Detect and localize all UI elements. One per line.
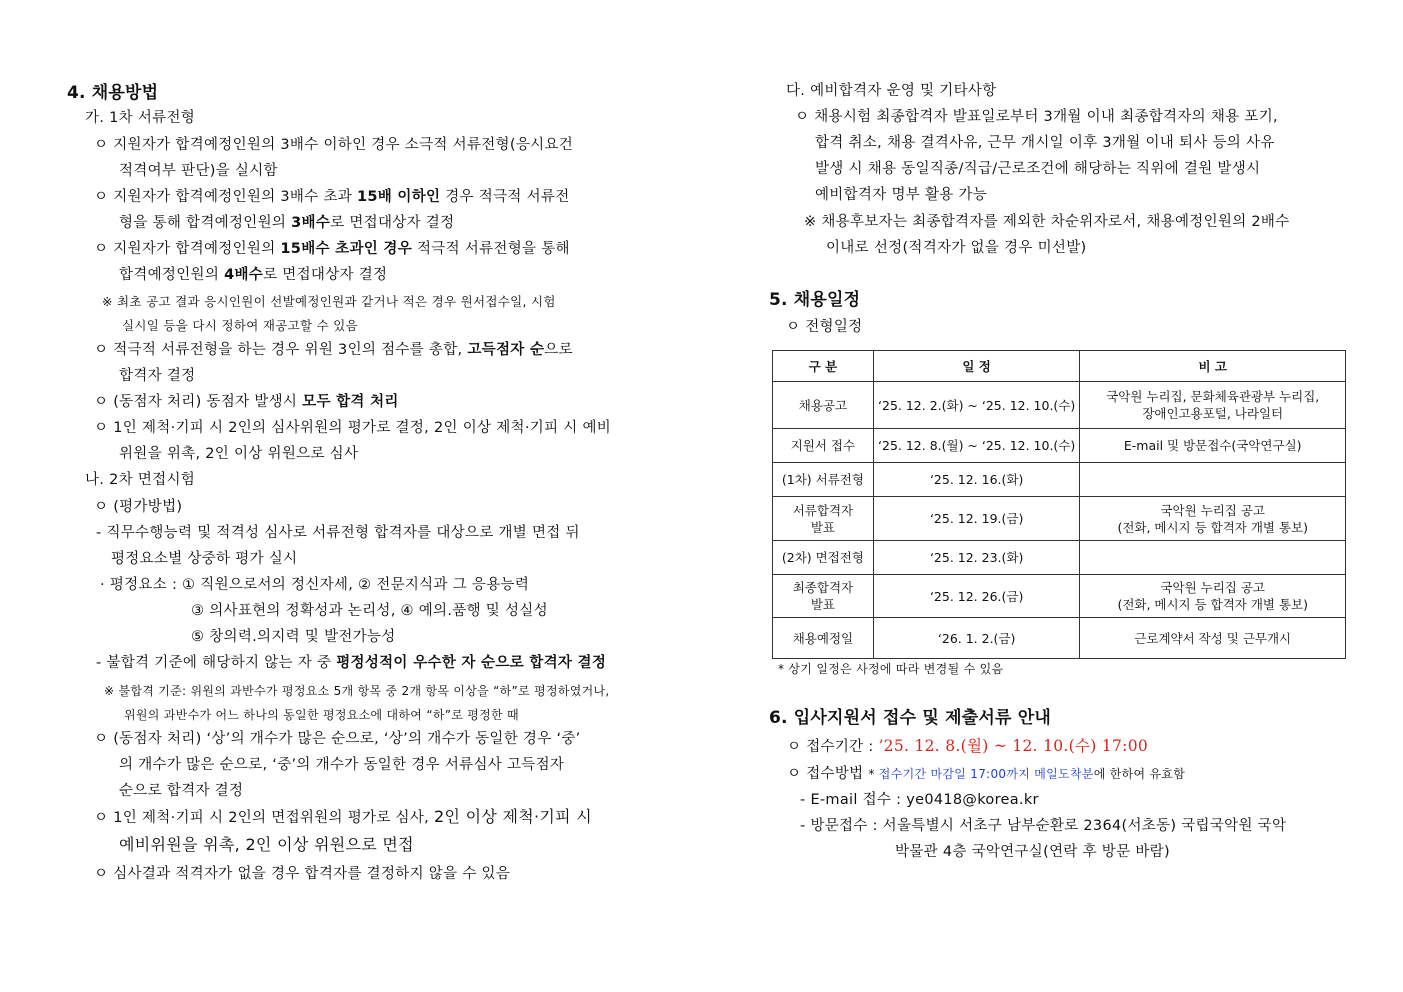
ga-note-line-1: ※ 최초 공고 결과 응시인원이 선발예정인원과 같거나 적은 경우 원서접수일, 시험 bbox=[102, 294, 556, 309]
visit-submission-line-1: - 방문접수 : 서울특별시 서초구 남부순환로 2364(서초동) 국립국악원 국악 bbox=[800, 818, 1287, 834]
table-row bbox=[773, 463, 1346, 497]
ga-item-1-line-2: 적격여부 판단)을 실시함 bbox=[119, 163, 278, 179]
ga-item-5: ㅇ (동점자 처리) 동점자 발생시 모두 합격 처리 bbox=[94, 394, 399, 410]
table-cell: (2차) 면접전형 bbox=[773, 541, 874, 575]
table-cell: 국악원 누리집, 문화체육관광부 누리집, 장애인고용포털, 나라일터 bbox=[1080, 382, 1346, 429]
table-cell: 채용예정일 bbox=[773, 618, 874, 659]
ga-item-3-line-2: 합격예정인원의 4배수로 면접대상자 결정 bbox=[119, 267, 388, 283]
na-item-5-line-2: 의 개수가 많은 순으로, ‘중’의 개수가 동일한 경우 서류심사 고득점자 bbox=[119, 757, 565, 773]
table-cell bbox=[1080, 541, 1346, 575]
table-cell: ‘25. 12. 16.(화) bbox=[873, 463, 1080, 497]
schedule-subtitle: ㅇ 전형일정 bbox=[786, 319, 863, 335]
ga-item-1-line-1: ㅇ 지원자가 합격예정인원의 3배수 이하인 경우 소극적 서류전형(응시요건 bbox=[94, 137, 574, 153]
table-header-schedule: 일 정 bbox=[873, 351, 1080, 382]
na-item-2-line-1: - 직무수행능력 및 적격성 심사로 서류전형 합격자를 대상으로 개별 면접 뒤 bbox=[96, 525, 580, 541]
email-submission: - E-mail 접수 : ye0418@korea.kr bbox=[800, 792, 1039, 808]
table-row bbox=[773, 382, 1346, 429]
table-cell: 채용공고 bbox=[773, 382, 874, 429]
table-note: * 상기 일정은 사정에 따라 변경될 수 있음 bbox=[778, 662, 1004, 676]
ga-item-6-line-1: ㅇ 1인 제척·기피 시 2인의 심사위원의 평가로 결정, 2인 이상 제척·기피 시 예비 bbox=[94, 420, 612, 436]
ga-item-2-line-2: 형을 통해 합격예정인원의 3배수로 면접대상자 결정 bbox=[119, 215, 455, 231]
na-item-4: - 불합격 기준에 해당하지 않는 자 중 평정성적이 우수한 자 순으로 합격자 결정 bbox=[96, 655, 607, 671]
table-row bbox=[773, 541, 1346, 575]
table-row bbox=[773, 618, 1346, 659]
table-cell: 최종합격자 발표 bbox=[773, 575, 874, 618]
application-method: ㅇ 접수방법 * 접수기간 마감일 17:00까지 메일도착분에 한하여 유효함 bbox=[787, 766, 1186, 782]
table-cell bbox=[1080, 463, 1346, 497]
schedule-table bbox=[772, 350, 1346, 659]
na-item-2-line-2: 평정요소별 상중하 평가 실시 bbox=[111, 551, 298, 567]
section-5-title: 5. 채용일정 bbox=[769, 290, 861, 310]
ga-note-line-2: 실시일 등을 다시 정하여 재공고할 수 있음 bbox=[122, 318, 359, 333]
na-item-1: ㅇ (평가방법) bbox=[94, 499, 183, 515]
section-4-title: 4. 채용방법 bbox=[67, 83, 159, 103]
table-cell: 지원서 접수 bbox=[773, 429, 874, 463]
na-criteria-line-3: ⑤ 창의력.의지력 및 발전가능성 bbox=[191, 629, 396, 645]
da-item-line-4: 예비합격자 명부 활용 가능 bbox=[815, 187, 988, 203]
table-cell: ‘25. 12. 2.(화) ~ ‘25. 12. 10.(수) bbox=[873, 382, 1080, 429]
ga-item-2-line-1: ㅇ 지원자가 합격예정인원의 3배수 초과 15배 이하인 경우 적극적 서류전 bbox=[94, 189, 570, 205]
na-criteria-line-2: ③ 의사표현의 정확성과 논리성, ④ 예의.품행 및 성실성 bbox=[191, 603, 548, 619]
visit-submission-line-2: 박물관 4층 국악연구실(연락 후 방문 바람) bbox=[895, 844, 1170, 860]
table-cell: ‘25. 12. 8.(월) ~ ‘25. 12. 10.(수) bbox=[873, 429, 1080, 463]
table-row bbox=[773, 429, 1346, 463]
na-note-line-2: 위원의 과반수가 어느 하나의 동일한 평정요소에 대하여 “하”로 평정한 때 bbox=[124, 708, 519, 722]
table-cell: E-mail 및 방문접수(국악연구실) bbox=[1080, 429, 1346, 463]
table-cell: ‘26. 1. 2.(금) bbox=[873, 618, 1080, 659]
table-row bbox=[773, 575, 1346, 618]
table-header-remarks: 비 고 bbox=[1080, 351, 1346, 382]
ga-item-6-line-2: 위원을 위촉, 2인 이상 위원으로 심사 bbox=[119, 446, 359, 462]
na-note-line-1: ※ 불합격 기준: 위원의 과반수가 평정요소 5개 항목 중 2개 항목 이상을 “하”로 평정하였거나, bbox=[104, 684, 610, 698]
table-cell: ‘25. 12. 26.(금) bbox=[873, 575, 1080, 618]
na-criteria-line-1: · 평정요소 : ① 직원으로서의 정신자세, ② 전문지식과 그 응용능력 bbox=[100, 577, 530, 593]
application-period: ㅇ 접수기간 : ’25. 12. 8.(월) ~ 12. 10.(수) 17:00 bbox=[787, 737, 1149, 755]
na-item-6-line-1: ㅇ 1인 제척·기피 시 2인의 면접위원의 평가로 심사, 2인 이상 제척·기피 시 bbox=[94, 807, 593, 826]
na-item-5-line-3: 순으로 합격자 결정 bbox=[119, 783, 244, 799]
na-item-7: ㅇ 심사결과 적격자가 없을 경우 합격자를 결정하지 않을 수 있음 bbox=[94, 866, 511, 882]
da-item-line-1: ㅇ 채용시험 최종합격자 발표일로부터 3개월 이내 최종합격자의 채용 포기, bbox=[795, 109, 1278, 125]
da-item-line-2: 합격 취소, 채용 결격사유, 근무 개시일 이후 3개월 이내 퇴사 등의 사유 bbox=[815, 135, 1275, 151]
table-cell: (1차) 서류전형 bbox=[773, 463, 874, 497]
table-cell: 서류합격자 발표 bbox=[773, 497, 874, 541]
da-note-line-1: ※ 채용후보자는 최종합격자를 제외한 차순위자로서, 채용예정인원의 2배수 bbox=[804, 214, 1290, 230]
subsection-na-title: 나. 2차 면접시험 bbox=[85, 472, 196, 488]
table-header-category: 구 분 bbox=[773, 351, 874, 382]
table-cell: ‘25. 12. 19.(금) bbox=[873, 497, 1080, 541]
table-cell: 국악원 누리집 공고 (전화, 메시지 등 합격자 개별 통보) bbox=[1080, 497, 1346, 541]
ga-item-4-line-1: ㅇ 적극적 서류전형을 하는 경우 위원 3인의 점수를 총합, 고득점자 순으로 bbox=[94, 342, 573, 358]
ga-item-4-line-2: 합격자 결정 bbox=[119, 368, 196, 384]
na-item-6-line-2: 예비위원을 위촉, 2인 이상 위원으로 면접 bbox=[119, 835, 414, 854]
ga-item-3-line-1: ㅇ 지원자가 합격예정인원의 15배수 초과인 경우 적극적 서류전형을 통해 bbox=[94, 241, 570, 257]
table-cell: 근로계약서 작성 및 근무개시 bbox=[1080, 618, 1346, 659]
section-6-title: 6. 입사지원서 접수 및 제출서류 안내 bbox=[769, 708, 1051, 728]
table-cell: 국악원 누리집 공고 (전화, 메시지 등 합격자 개별 통보) bbox=[1080, 575, 1346, 618]
na-item-5-line-1: ㅇ (동점자 처리) ‘상’의 개수가 많은 순으로, ‘상’의 개수가 동일한 경우 ‘중’ bbox=[94, 731, 581, 747]
table-cell: ‘25. 12. 23.(화) bbox=[873, 541, 1080, 575]
table-header-row bbox=[773, 351, 1346, 382]
table-row bbox=[773, 497, 1346, 541]
da-note-line-2: 이내로 선정(적격자가 없을 경우 미선발) bbox=[826, 240, 1087, 256]
subsection-da-title: 다. 예비합격자 운영 및 기타사항 bbox=[786, 83, 997, 99]
application-period-value: ’25. 12. 8.(월) ~ 12. 10.(수) 17:00 bbox=[878, 737, 1149, 755]
subsection-ga-title: 가. 1차 서류전형 bbox=[85, 110, 196, 126]
da-item-line-3: 발생 시 채용 동일직종/직급/근로조건에 해당하는 직위에 결원 발생시 bbox=[815, 161, 1261, 177]
